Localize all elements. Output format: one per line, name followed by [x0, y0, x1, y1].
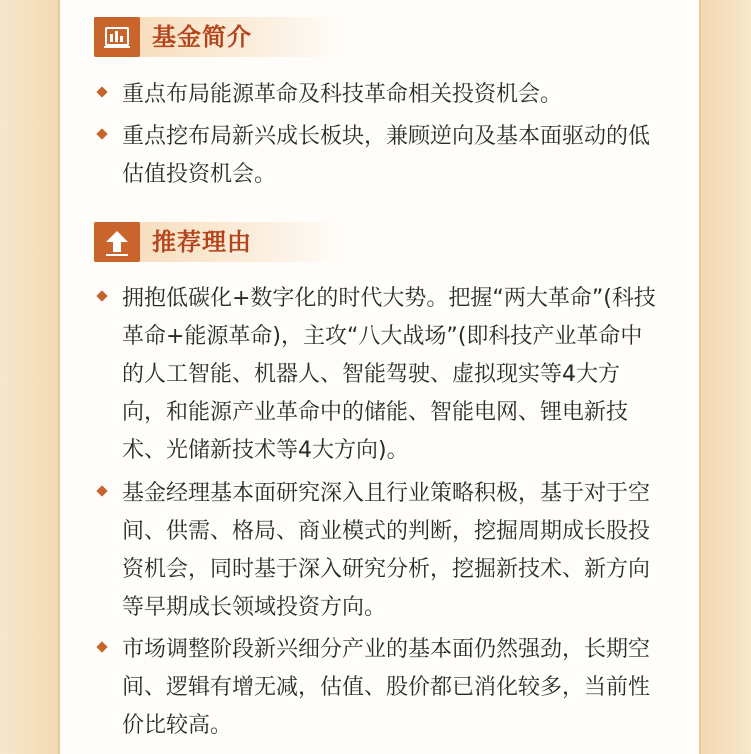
right-background-strip: [701, 0, 751, 754]
list-item: [94, 76, 674, 114]
section-header-recommend-reasons: [94, 222, 346, 262]
bullet-text: 重点布局能源革命及科技革命相关投资机会。: [122, 82, 563, 107]
list-item: [94, 475, 674, 627]
bullet-diamond-icon: [96, 290, 107, 301]
bullet-diamond-icon: [96, 641, 107, 652]
section-title: 基金简介: [152, 23, 252, 51]
section-header-fund-intro: [94, 17, 346, 57]
list-item: [94, 118, 674, 194]
left-background-strip: [0, 0, 58, 754]
up-arrow-icon: [94, 222, 140, 262]
bullet-text: 拥抱低碳化+数字化的时代大势。把握“两大革命”(科技革命+能源革命)，主攻“八大战场”(即科技产业革命中的人工智能、机器人、智能驾驶、虚拟现实等4大方向，和能源产业革命中的储能、智能电网、锂电新技术、光储新技术等4大方向)。: [122, 286, 656, 463]
bullet-text: 市场调整阶段新兴细分产业的基本面仍然强劲，长期空间、逻辑有增无减，估值、股价都已消化较多，当前性价比较高。: [122, 637, 651, 738]
content-card: [58, 0, 701, 754]
bullet-diamond-icon: [96, 86, 107, 97]
section-title: 推荐理由: [152, 228, 252, 256]
list-item: [94, 280, 674, 470]
bullet-text: 基金经理基本面研究深入且行业策略积极，基于对于空间、供需、格局、商业模式的判断，挖掘周期成长股投资机会，同时基于深入研究分析，挖掘新技术、新方向等早期成长领域投资方向。: [122, 481, 651, 620]
bullet-diamond-icon: [96, 128, 107, 139]
bullet-diamond-icon: [96, 485, 107, 496]
chart-icon: [94, 17, 140, 57]
bullet-text: 重点挖布局新兴成长板块，兼顾逆向及基本面驱动的低估值投资机会。: [122, 124, 651, 187]
list-item: [94, 631, 674, 745]
